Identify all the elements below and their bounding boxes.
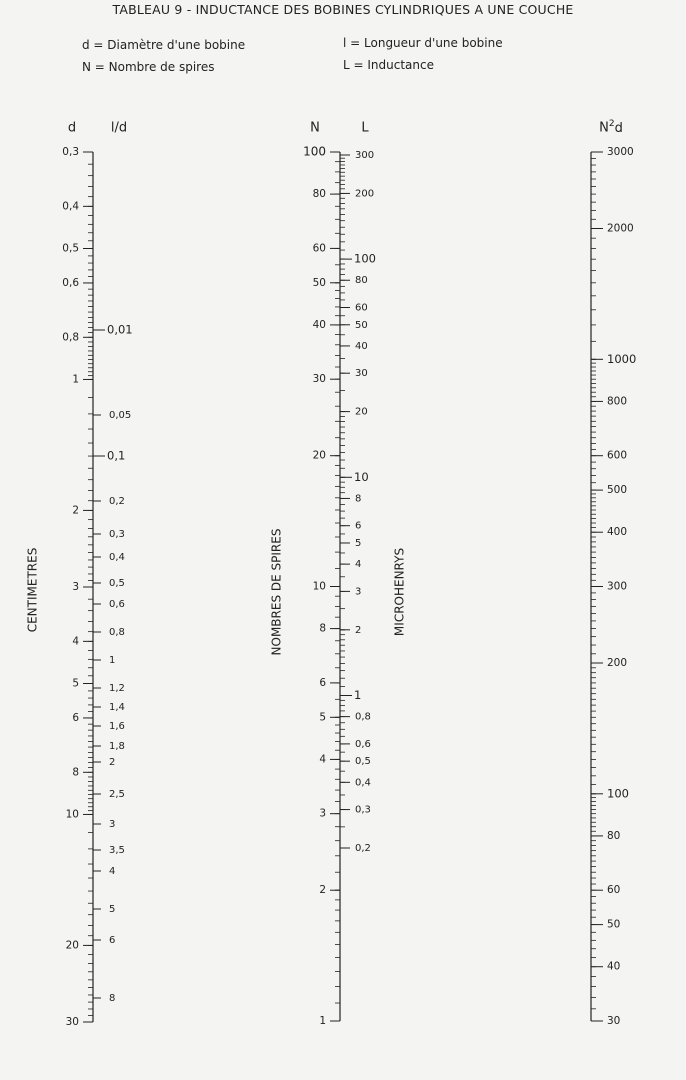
tick-label: 600 <box>607 449 628 462</box>
tick-label: 0,6 <box>62 276 79 289</box>
legend-inductance: L = Inductance <box>343 58 434 72</box>
tick-label: 1000 <box>607 351 637 366</box>
tick-label: 1 <box>109 655 116 666</box>
axis-header: $N^2d$ <box>599 118 623 136</box>
tick-label: 0,05 <box>109 410 132 421</box>
tick-label: 1,8 <box>109 741 125 752</box>
tick-label: 0,4 <box>355 777 371 789</box>
tick-label: 6 <box>319 676 326 689</box>
tick-label: 50 <box>607 918 621 931</box>
tick-label: 50 <box>312 276 326 289</box>
axis-header: N <box>310 120 320 136</box>
tick-label: 2000 <box>607 222 634 235</box>
tick-label: 60 <box>607 884 621 897</box>
tick-label: 30 <box>65 1016 79 1028</box>
tick-label: 0,4 <box>62 200 79 213</box>
tick-label: 4 <box>109 866 116 877</box>
tick-label: 20 <box>312 449 326 462</box>
scale-inductance <box>340 121 407 855</box>
tick-label: 3,5 <box>109 845 125 856</box>
axis-title: CENTIMETRES <box>25 547 40 633</box>
axis-title: MICROHENRYS <box>392 547 407 637</box>
tick-label: 1,2 <box>109 683 125 694</box>
page-title: TABLEAU 9 - INDUCTANCE DES BOBINES CYLINDRIQUES A UNE COUCHE <box>112 2 574 17</box>
tick-label: 0,3 <box>62 146 79 158</box>
axis-header: l/d <box>110 120 128 136</box>
legend-turns: N = Nombre de spires <box>82 60 215 74</box>
tick-label: 60 <box>312 242 326 255</box>
tick-label: 100 <box>303 144 326 159</box>
tick-label: 0,4 <box>109 552 125 563</box>
tick-label: 30 <box>355 368 368 380</box>
tick-label: 5 <box>319 711 326 724</box>
tick-label: 0,8 <box>109 627 125 638</box>
tick-label: 3 <box>72 581 79 593</box>
tick-label: 3 <box>319 807 326 820</box>
tick-label: 8 <box>355 493 362 505</box>
tick-label: 100 <box>354 251 376 266</box>
tick-label: 10 <box>354 469 369 484</box>
tick-label: 2 <box>355 624 362 636</box>
tick-label: 6 <box>355 520 362 532</box>
tick-label: 300 <box>355 150 375 161</box>
tick-label: 3 <box>109 819 116 830</box>
tick-label: 2 <box>319 884 326 897</box>
tick-label: 50 <box>355 319 368 331</box>
tick-label: 80 <box>355 275 368 287</box>
axis-header-d: d <box>614 120 623 136</box>
tick-label: 3 <box>355 586 362 598</box>
tick-label: 2 <box>72 504 79 517</box>
tick-label: 200 <box>355 188 375 200</box>
tick-label: 0,2 <box>355 843 371 854</box>
tick-label: 5 <box>72 677 79 690</box>
tick-label: 0,1 <box>107 448 126 463</box>
tick-label: 1,4 <box>109 702 125 713</box>
tick-label: 4 <box>72 635 79 648</box>
axis-header-sup: 2 <box>608 118 615 129</box>
axis-title: NOMBRES DE SPIRES <box>269 528 284 656</box>
tick-label: 40 <box>355 340 368 352</box>
tick-label: 6 <box>109 935 116 946</box>
tick-label: 80 <box>312 188 326 201</box>
tick-label: 0,3 <box>355 804 371 816</box>
tick-label: 40 <box>607 960 621 973</box>
tick-label: 0,5 <box>109 578 125 589</box>
tick-label: 100 <box>607 786 629 801</box>
tick-label: 30 <box>607 1015 621 1027</box>
tick-label: 0,01 <box>107 322 133 337</box>
tick-label: 4 <box>319 753 326 766</box>
tick-label: 8 <box>319 622 326 635</box>
tick-label: 5 <box>109 904 116 915</box>
tick-label: 5 <box>355 537 362 549</box>
tick-label: 8 <box>109 993 116 1004</box>
tick-label: 10 <box>65 808 79 821</box>
scale-l-over-d <box>93 121 133 1005</box>
tick-label: 1 <box>354 687 362 702</box>
tick-label: 2,5 <box>109 789 125 800</box>
tick-label: 200 <box>607 657 628 670</box>
tick-label: 0,5 <box>355 756 371 768</box>
tick-label: 60 <box>355 302 368 314</box>
tick-label: 400 <box>607 526 628 539</box>
tick-label: 0,6 <box>355 738 371 750</box>
axis-header: L <box>361 120 369 136</box>
tick-label: 0,3 <box>109 529 125 540</box>
tick-label: 40 <box>312 318 326 331</box>
scale-d <box>26 121 94 1029</box>
tick-label: 300 <box>607 580 628 593</box>
tick-label: 0,5 <box>62 242 79 255</box>
tick-label: 1,6 <box>109 721 125 732</box>
tick-label: 800 <box>607 395 628 408</box>
tick-label: 2 <box>109 757 116 768</box>
tick-label: 20 <box>355 406 368 418</box>
tick-label: 3000 <box>607 146 634 158</box>
tick-label: 4 <box>355 559 362 571</box>
scale-n2d <box>591 119 636 1028</box>
tick-label: 1 <box>72 373 79 386</box>
tick-label: 1 <box>319 1015 326 1027</box>
scale-turns <box>270 121 341 1028</box>
tick-label: 80 <box>607 829 621 842</box>
tick-label: 10 <box>312 580 326 593</box>
tick-label: 0,2 <box>109 496 125 507</box>
tick-label: 0,6 <box>109 599 125 610</box>
axis-header: d <box>67 120 77 136</box>
tick-label: 8 <box>72 766 79 779</box>
tick-label: 500 <box>607 484 628 497</box>
tick-label: 20 <box>65 939 79 952</box>
tick-label: 6 <box>72 711 79 724</box>
legend-diameter: d = Diamètre d'une bobine <box>82 38 246 52</box>
tick-label: 0,8 <box>62 331 79 344</box>
legend-length: l = Longueur d'une bobine <box>343 36 503 50</box>
tick-label: 30 <box>312 373 326 386</box>
tick-label: 0,8 <box>355 711 371 723</box>
